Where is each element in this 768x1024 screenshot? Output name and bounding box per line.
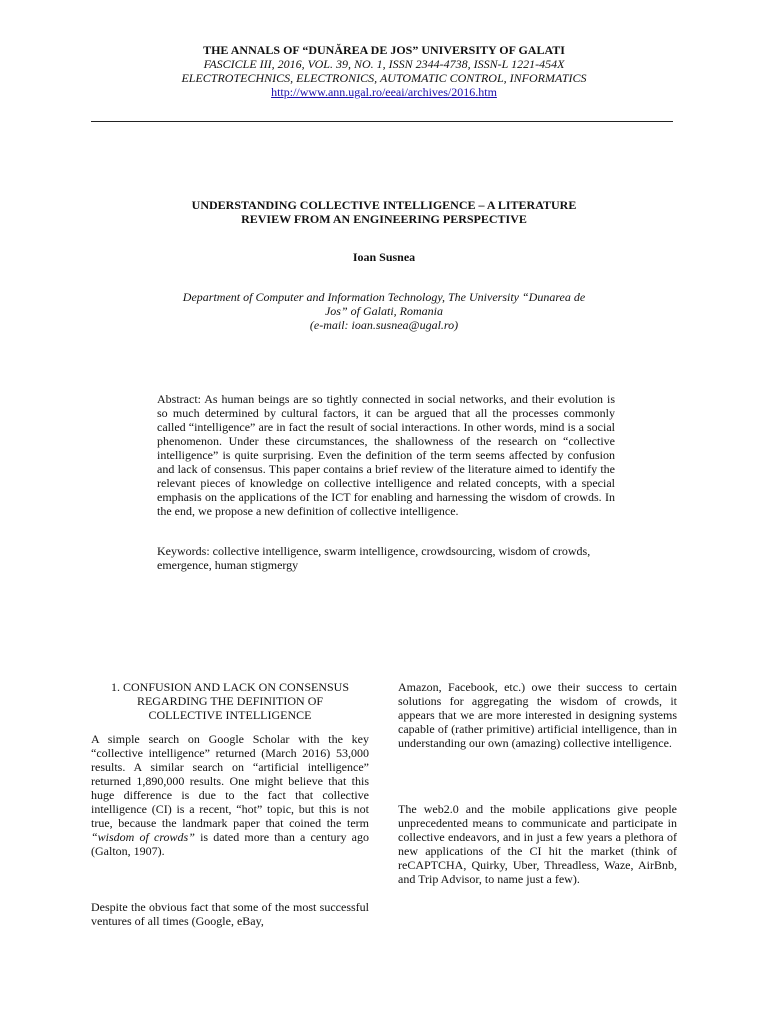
journal-url-wrap [0, 85, 768, 99]
abstract-text: Abstract: As human beings are so tightly connected in social networks, and their evolution is so much determined by cultural factors, it can be argued that all the processes commonly called “intelligence” are in fact the result of social interactions. In other words, mind is a social phenomenon. Under these circumstances, the shallowness of the research on “collective intelligence” is quite surprising. Even the definition of the term seems affected by confusion and lack of consensus. This paper contains a brief review of the literature aimed to identify the relevant pieces of knowledge on collective intelligence and related concepts, with a special emphasis on the applications of the ICT for enabling and harnessing the wisdom of crowds. In the end, we propose a new definition of collective intelligence. [157, 392, 615, 518]
p1-before: A simple search on Google Scholar with the key “collective intelligence” returned (March 2016) 53,000 results. A similar search on “artificial intelligence” returned 1,890,000 results. One might believe that this huge difference is due to the fact that collective intelligence (CI) is a recent, “hot” topic, but this is not true, because the landmark paper that coined the term [91, 732, 369, 830]
journal-fascicle: FASCICLE III, 2016, VOL. 39, NO. 1, ISSN 2344-4738, ISSN-L 1221-454X [203, 57, 565, 71]
p1-italic-term: “wisdom of crowds” [91, 830, 195, 844]
section-heading-line2: REGARDING THE DEFINITION OF [136, 694, 324, 708]
paper-title-line1: UNDERSTANDING COLLECTIVE INTELLIGENCE – A LITERATURE [191, 198, 577, 212]
paper-title-line2: REVIEW FROM AN ENGINEERING PERSPECTIVE [241, 212, 527, 226]
journal-field: ELECTROTECHNICS, ELECTRONICS, AUTOMATIC CONTROL, INFORMATICS [181, 71, 587, 85]
author-email: (e-mail: ioan.susnea@ugal.ro) [309, 318, 459, 332]
section1-paragraph-1 [91, 732, 369, 858]
section1-paragraph-3: Amazon, Facebook, etc.) owe their success to certain solutions for aggregating the wisdom of crowds, it appears that we are more interested in designing systems capable of (rather primitive) artificial intelligence, than in understanding our own (amazing) collective intelligence. [398, 680, 677, 750]
affiliation-line1: Department of Computer and Information Technology, The University “Dunarea de [182, 290, 586, 304]
section-heading-line3: COLLECTIVE INTELLIGENCE [148, 708, 312, 722]
section1-paragraph-2: Despite the obvious fact that some of the most successful ventures of all times (Google, eBay, [91, 900, 369, 928]
affiliation-line2: Jos” of Galati, Romania [324, 304, 443, 318]
p1-after: is dated more than a century ago (Galton, 1907). [91, 830, 369, 858]
keywords-text: Keywords: collective intelligence, swarm intelligence, crowdsourcing, wisdom of crowds, emergence, human stigmergy [157, 544, 591, 572]
section1-paragraph-4: The web2.0 and the mobile applications give people unprecedented means to communicate and participate in collective endeavors, and in just a few years a plethora of new applications of the CI hit the market (think of reCAPTCHA, Quirky, Uber, Threadless, Waze, AirBnb, and Trip Advisor, to name just a few). [398, 802, 677, 886]
journal-name: THE ANNALS OF “DUNĂREA DE JOS” UNIVERSITY OF GALATI [203, 43, 565, 57]
paper-author: Ioan Susnea [352, 250, 416, 264]
header-divider [91, 121, 673, 122]
journal-url-link[interactable]: http://www.ann.ugal.ro/eeai/archives/2016.htm [271, 85, 497, 99]
section-heading-line1: 1. CONFUSION AND LACK ON CONSENSUS [110, 680, 350, 694]
